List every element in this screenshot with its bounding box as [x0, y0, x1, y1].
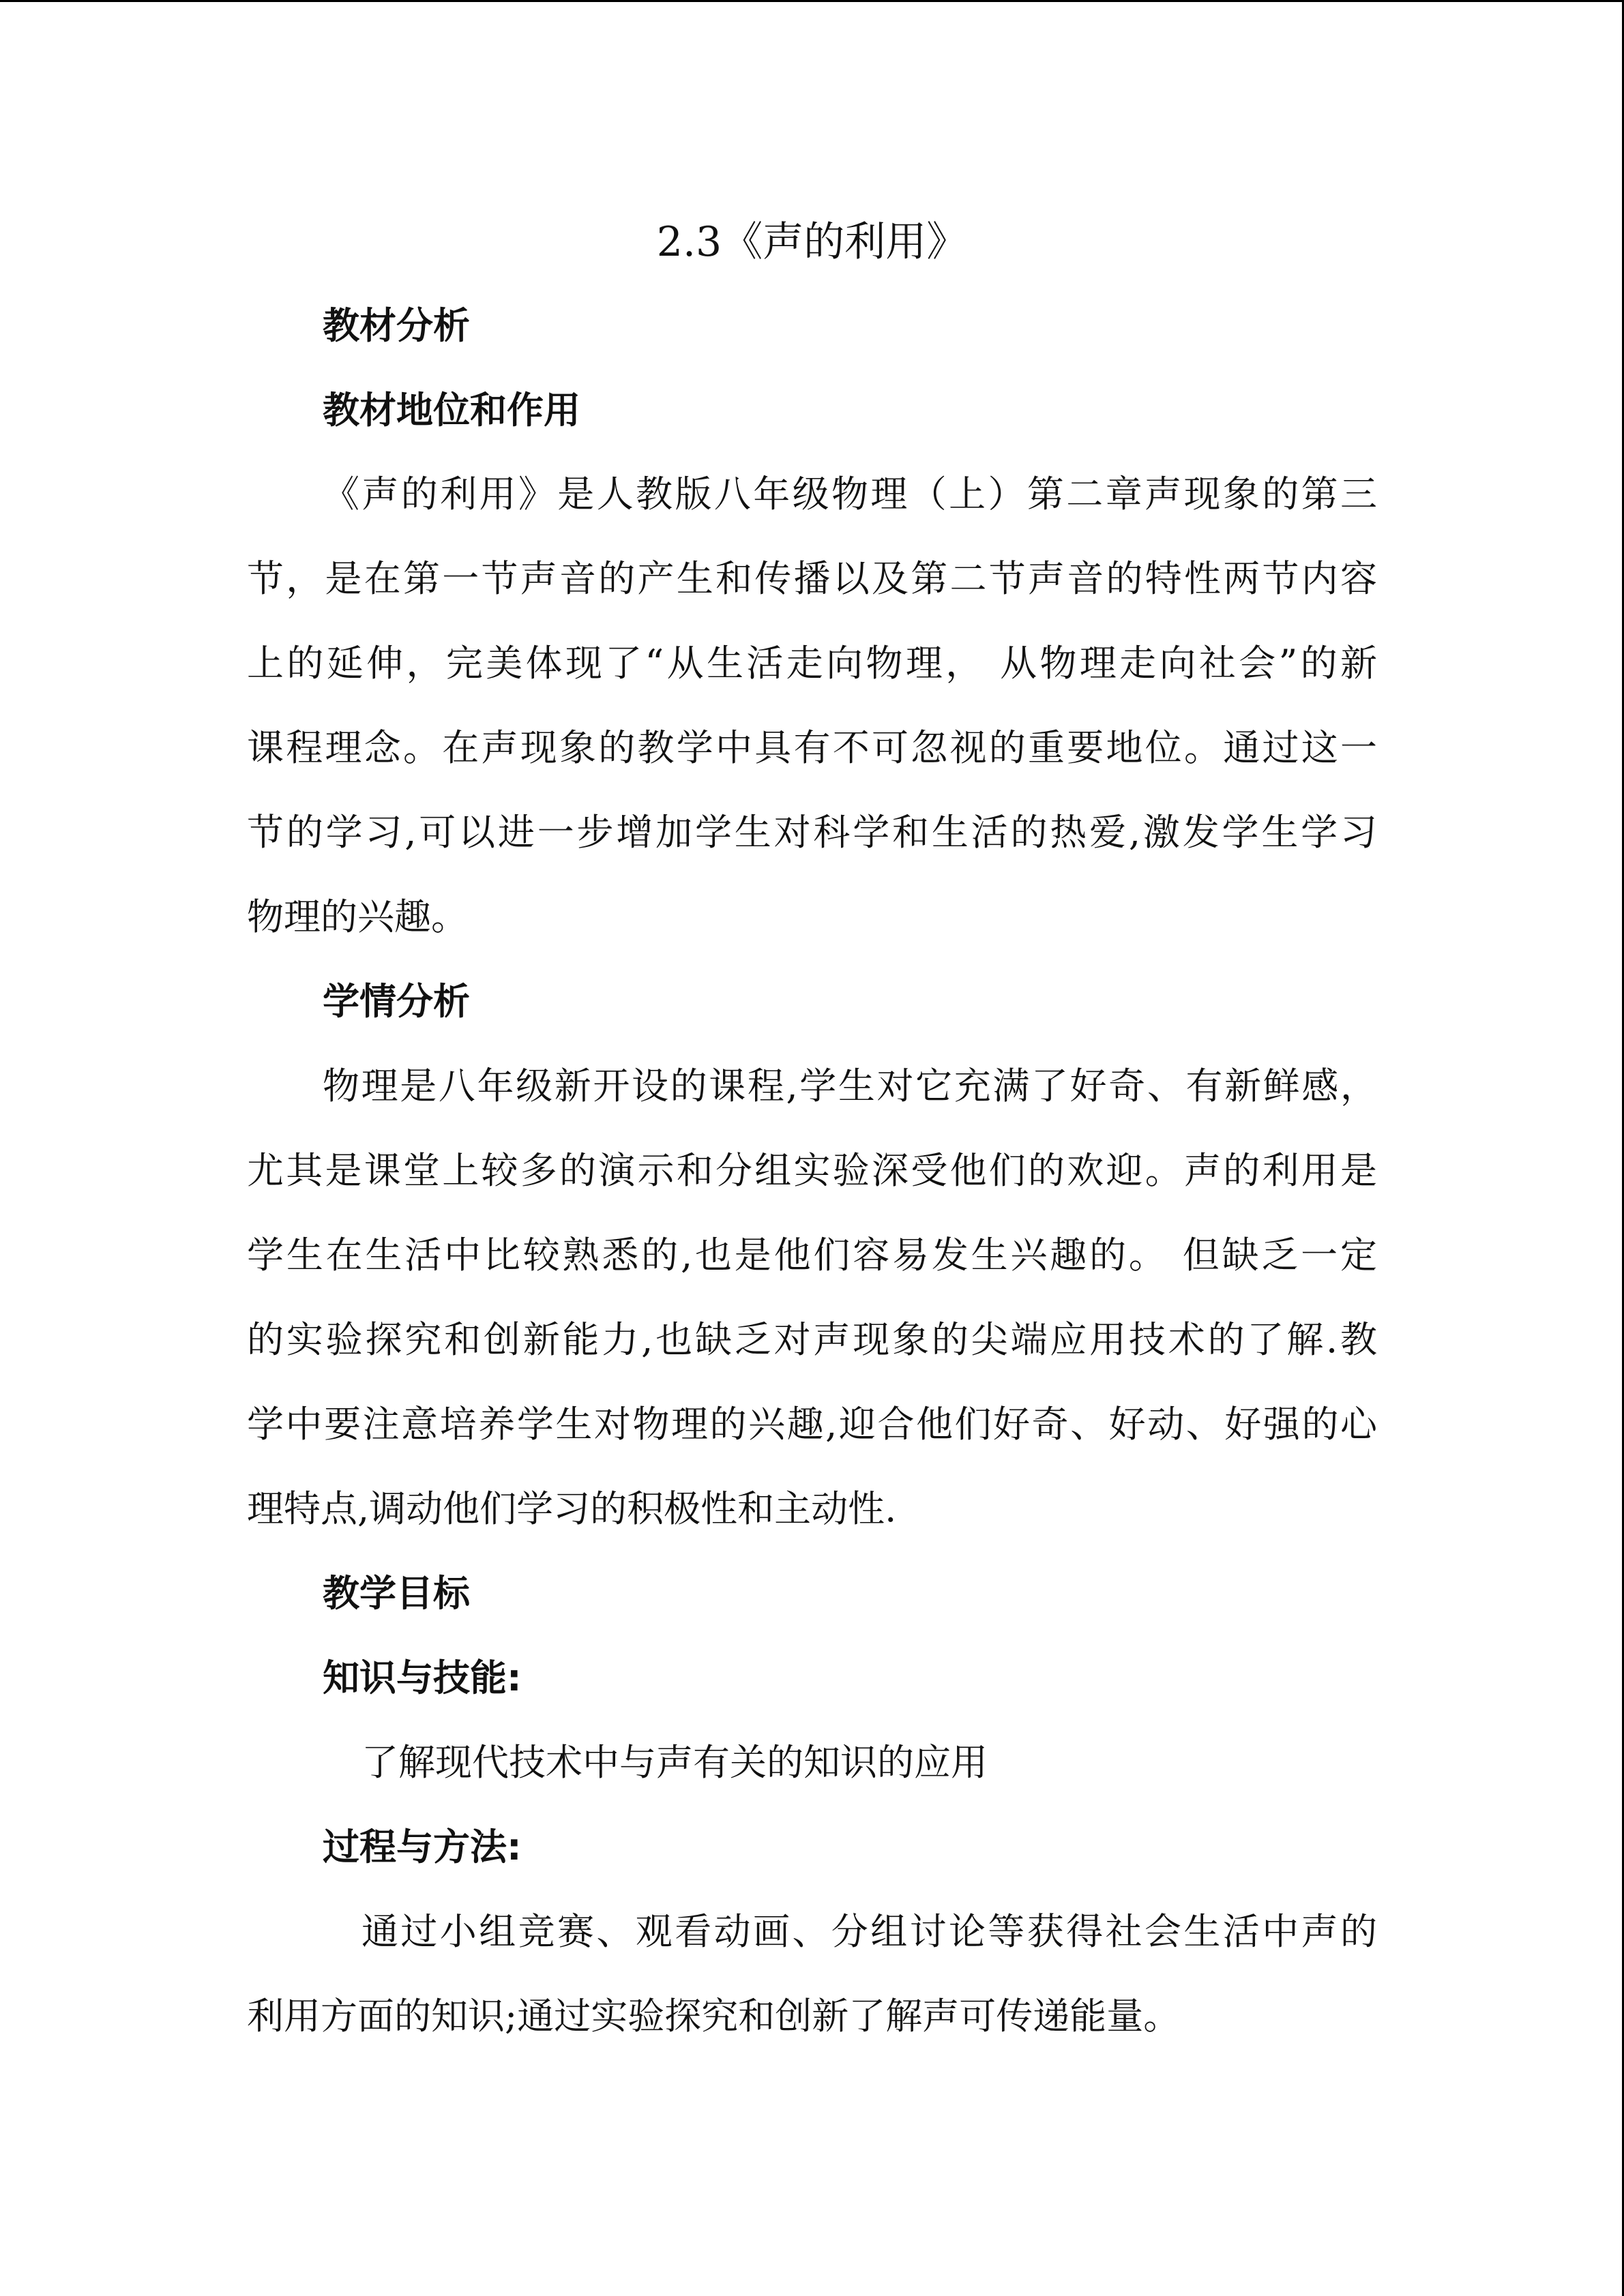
- paragraph-line: 课程理念。在声现象的教学中具有不可忽视的重要地位。通过这一: [247, 726, 1377, 769]
- paragraph-line: 学中要注意培养学生对物理的兴趣,迎合他们好奇、好动、好强的心: [247, 1403, 1377, 1446]
- paragraph-line: 的实验探究和创新能力,也缺乏对声现象的尖端应用技术的了解.教: [247, 1318, 1377, 1361]
- paragraph-line: 《声的利用》是人教版八年级物理（上）第二章声现象的第三: [323, 473, 1377, 516]
- paragraph-line: 上的延伸，完美体现了“从生活走向物理， 从物理走向社会”的新: [247, 642, 1377, 685]
- paragraph-line: 节的学习,可以进一步增加学生对科学和生活的热爱,激发学生学习: [247, 811, 1377, 854]
- paragraph-line: 学生在生活中比较熟悉的,也是他们容易发生兴趣的。 但缺乏一定: [247, 1234, 1377, 1277]
- paragraph-line: 物理是八年级新开设的课程,学生对它充满了好奇、有新鲜感，: [323, 1064, 1377, 1107]
- paragraph-line: 了解现代技术中与声有关的知识的应用: [361, 1741, 988, 1784]
- paragraph-line: 尤其是课堂上较多的演示和分组实验深受他们的欢迎。声的利用是: [247, 1149, 1377, 1192]
- heading-goals: 教学目标: [323, 1572, 470, 1615]
- heading-student: 学情分析: [323, 980, 470, 1023]
- heading-position: 教材地位和作用: [323, 389, 580, 432]
- paragraph-line: 物理的兴趣。: [247, 895, 468, 938]
- page-title: 2.3《声的利用》: [656, 218, 968, 266]
- paragraph-line: 理特点,调动他们学习的积极性和主动性.: [247, 1487, 897, 1530]
- paragraph-line: 节，是在第一节声音的产生和传播以及第二节声音的特性两节内容: [247, 557, 1377, 600]
- paragraph-line: 通过小组竞赛、观看动画、分组讨论等获得社会生活中声的: [361, 1910, 1377, 1953]
- heading-knowledge: 知识与技能:: [323, 1656, 522, 1699]
- heading-process: 过程与方法:: [323, 1825, 522, 1868]
- heading-analysis: 教材分析: [323, 304, 470, 347]
- paragraph-line: 利用方面的知识;通过实验探究和创新了解声可传递能量。: [247, 1995, 1181, 2038]
